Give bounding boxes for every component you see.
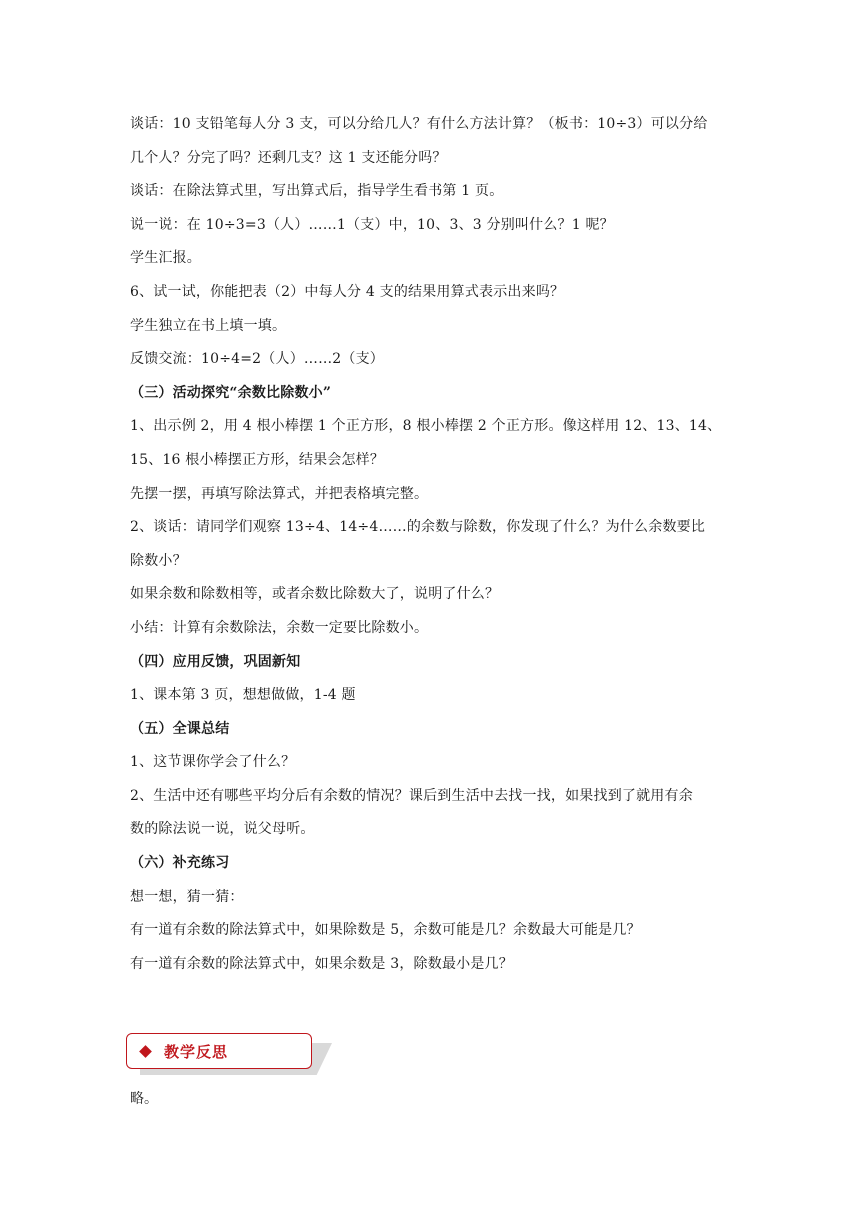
text-line: 1、这节课你学会了什么？ [130, 754, 296, 771]
text-line: 1、课本第 3 页，想想做做，1-4 题 [130, 687, 356, 704]
text-line: 1、出示例 2，用 4 根小棒摆 1 个正方形，8 根小棒摆 2 个正方形。像这样用 12、13、14、 [130, 418, 722, 435]
text-line: 6、试一试，你能把表（2）中每人分 4 支的结果用算式表示出来吗？ [130, 283, 565, 300]
text-line: 小结：计算有余数除法，余数一定要比除数小。 [130, 619, 429, 636]
text-line: 有一道有余数的除法算式中，如果除数是 5，余数可能是几？余数最大可能是几？ [130, 922, 641, 939]
text-line: 先摆一摆，再填写除法算式，并把表格填完整。 [130, 485, 429, 502]
text-line: 几个人？分完了吗？还剩几支？这 1 支还能分吗？ [130, 149, 447, 166]
text-line: 2、谈话：请同学们观察 13÷4、14÷4……的余数与除数，你发现了什么？为什么余数要比 [130, 519, 706, 536]
diamond-icon [139, 1045, 152, 1058]
text-line: 如果余数和除数相等，或者余数比除数大了，说明了什么？ [130, 586, 500, 603]
section-heading: （三）活动探究“余数比除数小” [130, 384, 332, 401]
reflection-text: 略。 [130, 1091, 158, 1107]
text-line: 说一说：在 10÷3=3（人）……1（支）中，10、3、3 分别叫什么？1 呢？ [130, 216, 614, 233]
text-line: 除数小？ [130, 552, 187, 569]
text-line: 数的除法说一说，说父母听。 [130, 821, 315, 838]
text-line: 15、16 根小棒摆正方形，结果会怎样？ [130, 451, 385, 468]
text-line: 学生独立在书上填一填。 [130, 317, 287, 334]
text-line: 有一道有余数的除法算式中，如果余数是 3，除数最小是几？ [130, 955, 513, 972]
text-line: 学生汇报。 [130, 250, 201, 267]
banner-title: 教学反思 [164, 1042, 229, 1061]
lesson-body [130, 108, 740, 981]
section-banner [126, 1033, 332, 1075]
banner-frame [126, 1033, 312, 1069]
section-heading: （六）补充练习 [130, 855, 230, 872]
section-heading: （五）全课总结 [130, 720, 230, 737]
section-heading: （四）应用反馈，巩固新知 [130, 653, 301, 670]
text-line: 想一想，猜一猜： [130, 888, 244, 905]
text-line: 2、生活中还有哪些平均分后有余数的情况？课后到生活中去找一找，如果找到了就用有余 [130, 787, 693, 804]
text-line: 谈话：在除法算式里，写出算式后，指导学生看书第 1 页。 [130, 183, 504, 200]
text-line: 反馈交流：10÷4=2（人）……2（支） [130, 351, 384, 368]
text-line: 谈话：10 支铅笔每人分 3 支，可以分给几人？有什么方法计算？（板书：10÷3）可以分给 [130, 116, 708, 132]
